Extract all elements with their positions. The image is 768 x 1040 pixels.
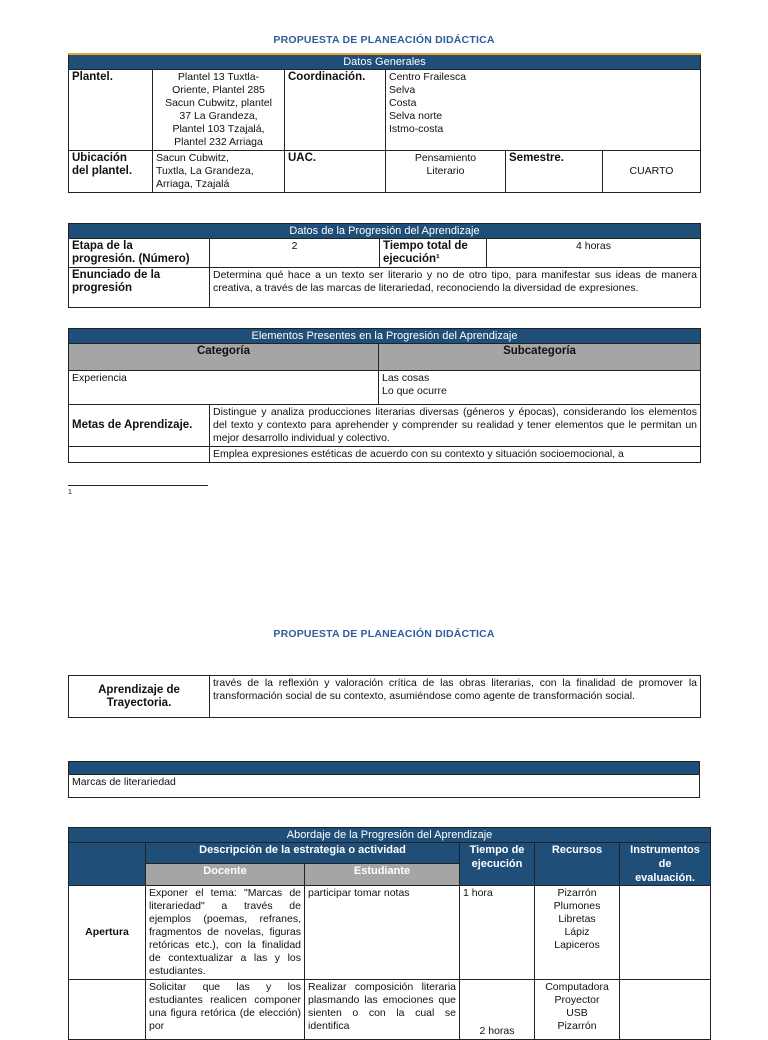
table-row [69,980,711,1040]
fase-header-cell [69,843,146,886]
tiempo-value: 4 horas [487,239,701,268]
progresion-header: Datos de la Progresión del Aprendizaje [69,224,701,239]
datos-generales-header: Datos Generales [69,54,701,70]
footnote-number: 1 [68,489,72,496]
categoria-value: Experiencia [69,371,379,405]
progresion-table [68,223,701,308]
etapa-label: Etapa de la progresión. (Número) [69,239,210,268]
marcas-value: Marcas de literariedad [69,775,700,798]
estudiante-header: Estudiante [305,863,460,885]
metas-continued-value: Emplea expresiones estéticas de acuerdo con su contexto y situación socioemocional, a [210,447,701,463]
estudiante-cell: participar tomar notas [305,886,460,980]
docente-cell: Exponer el tema: "Marcas de literariedad" a través de ejemplos (poemas, refranes, fragmentos de novelas, figuras retóricas etc.), con la finalidad de contextualizar a las y los estudiantes. [146,886,305,980]
tiempo-header: Tiempo de ejecución [460,843,535,886]
instrumentos-header: Instrumentos de evaluación. [620,843,711,886]
recursos-header: Recursos [535,843,620,886]
trayectoria-table [68,675,701,718]
estudiante-cell: Realizar composición literaria plasmando las emociones que sienten o con la cual se identifica [305,980,460,1040]
categoria-header: Categoría [69,344,379,371]
trayectoria-label: Aprendizaje de Trayectoria. [69,676,210,718]
tiempo-label: Tiempo total de ejecución¹ [380,239,487,268]
etapa-value: 2 [210,239,380,268]
coordinacion-value: Centro Frailesca Selva Costa Selva norte Istmo-costa [386,70,701,151]
docente-cell: Solicitar que las y los estudiantes realicen componer una figura retórica (de elección) por [146,980,305,1040]
metas-value: Distingue y analiza producciones literarias diversas (géneros y épocas), considerando los elementos del texto y contexto para aprehender y comprender su realidad y tener elementos que le permitan un mejor desarrollo individual y colectivo. [210,405,701,447]
instrumentos-cell [620,980,711,1040]
recursos-cell: Computadora Proyector USB Pizarrón [535,980,620,1040]
elementos-header: Elementos Presentes en la Progresión del Aprendizaje [69,329,701,344]
docente-header: Docente [146,863,305,885]
datos-generales-table [68,53,701,193]
tiempo-cell: 1 hora [460,886,535,980]
metas-empty-cell [69,447,210,463]
metas-label: Metas de Aprendizaje. [69,405,210,447]
abordaje-header: Abordaje de la Progresión del Aprendizaje [69,828,711,843]
subcategoria-value: Las cosas Lo que ocurre [379,371,701,405]
recursos-cell: Pizarrón Plumones Libretas Lápiz Lapiceros [535,886,620,980]
semestre-label: Semestre. [506,151,603,193]
subcategoria-header: Subcategoría [379,344,701,371]
ubicacion-value: Sacun Cubwitz, Tuxtla, La Grandeza, Arriaga, Tzajalá [153,151,285,193]
descripcion-header: Descripción de la estrategia o actividad [146,843,460,864]
elementos-table [68,328,701,463]
abordaje-table [68,827,711,1040]
footnote-separator [68,485,208,486]
marcas-table [68,761,700,798]
plantel-value: Plantel 13 Tuxtla- Oriente, Plantel 285 Sacun Cubwitz, plantel 37 La Grandeza, Plantel 103 Tzajalá, Plantel 232 Arriaga [153,70,285,151]
enunciado-label: Enunciado de la progresión [69,268,210,308]
uac-value: Pensamiento Literario [386,151,506,193]
plantel-label: Plantel. [69,70,153,151]
page-title: PROPUESTA DE PLANEACIÓN DIDÁCTICA [273,34,495,46]
fase-cell: Apertura [69,886,146,980]
coordinacion-label: Coordinación. [285,70,386,151]
trayectoria-value: través de la reflexión y valoración crítica de las obras literarias, con la finalidad de promover la transformación social de su contexto, asumiéndose como agente de transformación social. [210,676,701,718]
marcas-header [69,762,700,775]
semestre-value: CUARTO [603,151,701,193]
instrumentos-cell [620,886,711,980]
table-row [69,886,711,980]
tiempo-cell: 2 horas [460,980,535,1040]
page-title-2: PROPUESTA DE PLANEACIÓN DIDÁCTICA [273,628,495,640]
ubicacion-label: Ubicación del plantel. [69,151,153,193]
uac-label: UAC. [285,151,386,193]
enunciado-value: Determina qué hace a un texto ser literario y no de otro tipo, para manifestar sus ideas de manera creativa, a través de las marcas de literariedad, reconociendo la diversidad de expresiones. [210,268,701,308]
fase-cell [69,980,146,1040]
